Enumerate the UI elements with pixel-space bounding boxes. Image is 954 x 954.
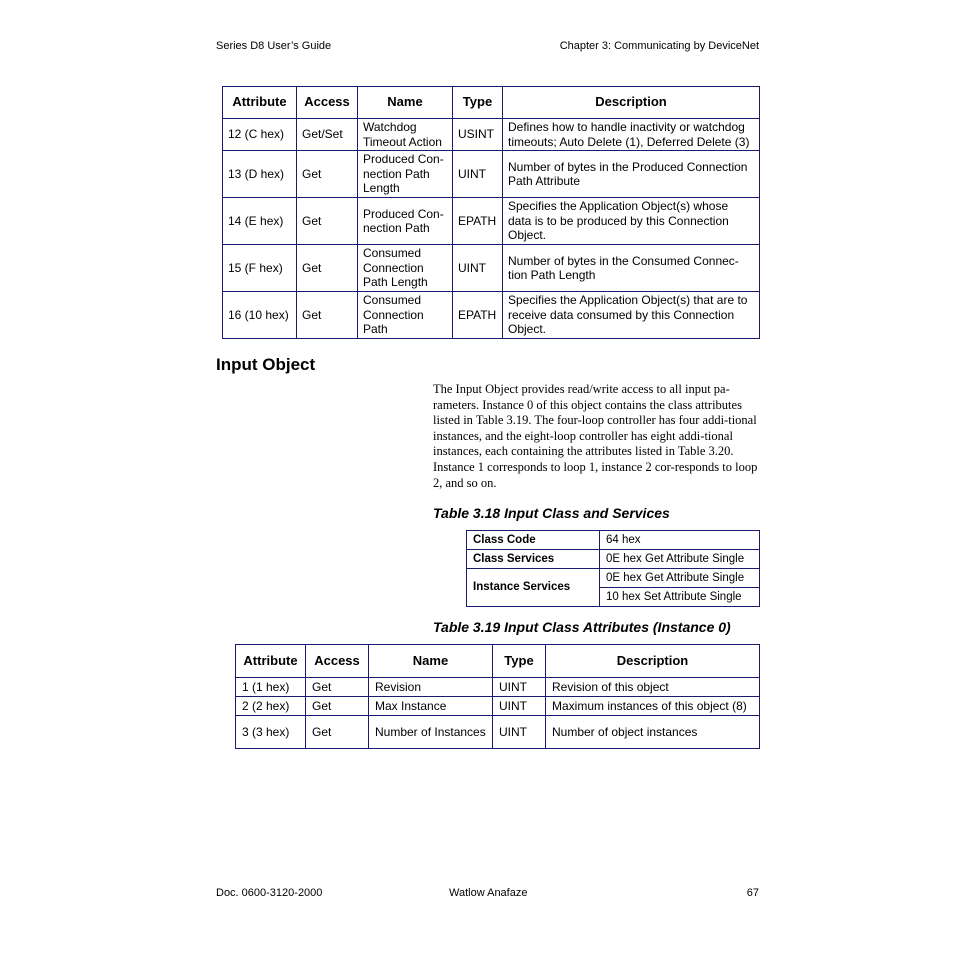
table-row [223,292,760,339]
col-header-attribute: Attribute [236,645,306,678]
cell-description: Maximum instances of this object (8) [546,697,760,716]
class-services-label: Class Services [467,550,600,569]
cell-name: Max Instance [369,697,493,716]
cell-description: Number of bytes in the Produced Connection Path Attribute [503,151,760,198]
table-header-row [223,87,760,119]
table-row [467,531,760,550]
cell-type: EPATH [453,292,503,339]
table-row [223,151,760,198]
cell-attribute: 12 (C hex) [223,119,297,151]
cell-name: Consumed Connection Path Length [358,245,453,292]
table-row [223,198,760,245]
col-header-type: Type [453,87,503,119]
header-right: Chapter 3: Communicating by DeviceNet [559,40,759,52]
cell-attribute: 16 (10 hex) [223,292,297,339]
cell-access: Get [306,697,369,716]
cell-access: Get [297,198,358,245]
footer-company: Watlow Anafaze [449,887,528,899]
cell-attribute: 2 (2 hex) [236,697,306,716]
table-row [467,569,760,588]
cell-type: UINT [453,245,503,292]
instance-services-value: 0E hex Get Attribute Single [600,569,760,588]
cell-access: Get/Set [297,119,358,151]
instance-services-value: 10 hex Set Attribute Single [600,588,760,607]
col-header-description: Description [546,645,760,678]
cell-type: UINT [453,151,503,198]
cell-type: UINT [493,716,546,749]
cell-description: Defines how to handle inactivity or watchdog timeouts; Auto Delete (1), Deferred Delete (3) [503,119,760,151]
cell-access: Get [297,245,358,292]
col-header-type: Type [493,645,546,678]
cell-access: Get [297,151,358,198]
cell-description: Number of bytes in the Consumed Connec-tion Path Length [503,245,760,292]
cell-access: Get [306,678,369,697]
table-row [223,119,760,151]
cell-description: Number of object instances [546,716,760,749]
cell-name: Produced Con-nection Path Length [358,151,453,198]
table-row [236,697,760,716]
cell-attribute: 13 (D hex) [223,151,297,198]
cell-name: Consumed Connection Path [358,292,453,339]
cell-attribute: 1 (1 hex) [236,678,306,697]
instance-services-label: Instance Services [467,569,600,607]
table-319-caption: Table 3.19 Input Class Attributes (Instance 0) [433,619,731,635]
cell-name: Number of Instances [369,716,493,749]
table-row [236,678,760,697]
table-row [223,245,760,292]
col-header-description: Description [503,87,760,119]
cell-description: Specifies the Application Object(s) that are to receive data consumed by this Connection Object. [503,292,760,339]
cell-name: Watchdog Timeout Action [358,119,453,151]
cell-description: Specifies the Application Object(s) whose data is to be produced by this Connection Object. [503,198,760,245]
header-left: Series D8 User’s Guide [216,40,332,52]
input-class-services-table [466,530,760,607]
page-number: 67 [746,887,759,899]
table-row [236,716,760,749]
cell-type: UINT [493,697,546,716]
cell-name: Revision [369,678,493,697]
col-header-access: Access [297,87,358,119]
cell-type: USINT [453,119,503,151]
body-paragraph: The Input Object provides read/write access to all input pa-rameters. Instance 0 of this object contains the class attributes listed in Table 3.19. The four-loop controller has four addi-tional instances, and the eight-loop controller has eight addi-tional instances, each containing the attributes listed in Table 3.20. Instance 1 corresponds to loop 1, instance 2 cor-responds to loop 2, and so on. [433,382,758,490]
table-header-row [236,645,760,678]
cell-access: Get [297,292,358,339]
input-class-attributes-table [235,644,760,749]
cell-name: Produced Con-nection Path [358,198,453,245]
table-318-caption: Table 3.18 Input Class and Services [433,505,670,521]
col-header-name: Name [358,87,453,119]
section-title: Input Object [216,355,316,374]
cell-type: UINT [493,678,546,697]
table-row [467,550,760,569]
cell-type: EPATH [453,198,503,245]
class-code-label: Class Code [467,531,600,550]
cell-attribute: 14 (E hex) [223,198,297,245]
cell-access: Get [306,716,369,749]
connection-attributes-table [222,86,760,339]
cell-description: Revision of this object [546,678,760,697]
col-header-access: Access [306,645,369,678]
class-services-value: 0E hex Get Attribute Single [600,550,760,569]
col-header-attribute: Attribute [223,87,297,119]
footer-doc-number: Doc. 0600-3120-2000 [216,887,323,899]
col-header-name: Name [369,645,493,678]
cell-attribute: 3 (3 hex) [236,716,306,749]
cell-attribute: 15 (F hex) [223,245,297,292]
class-code-value: 64 hex [600,531,760,550]
